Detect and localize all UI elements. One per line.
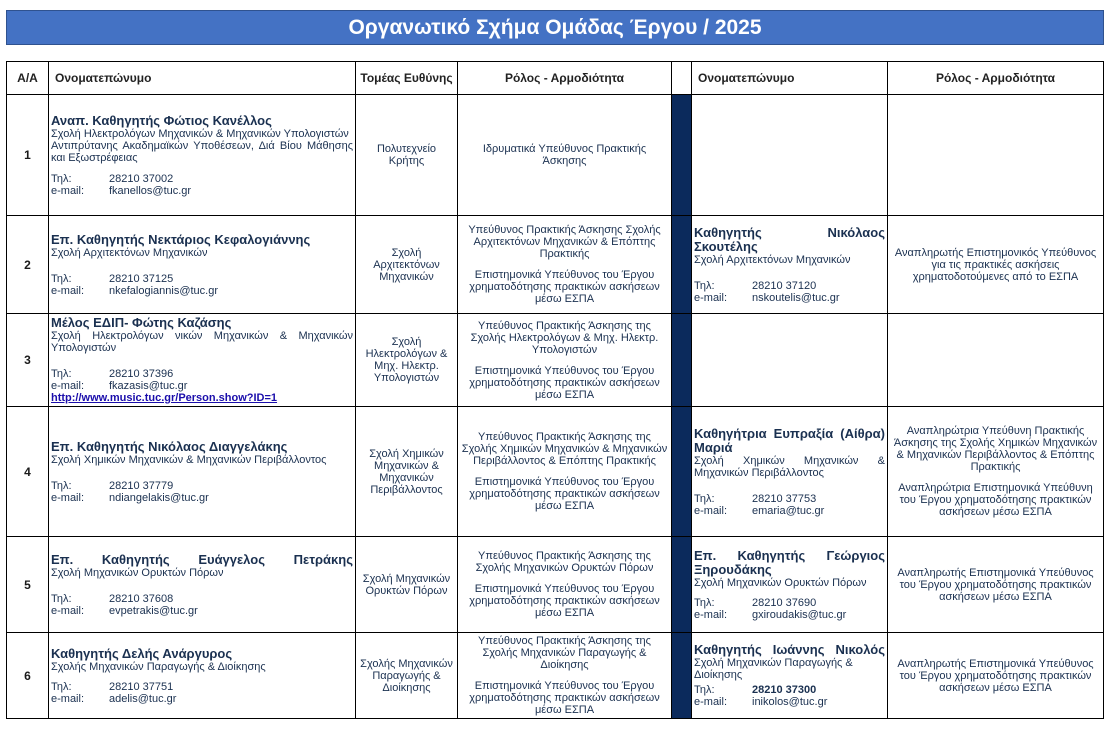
- tel-label: Τηλ:: [51, 680, 72, 693]
- row-number: 4: [7, 407, 49, 537]
- person-department: Σχολής Μηχανικών Παραγωγής & Διοίκησης: [51, 660, 266, 673]
- email-value: evpetrakis@tuc.gr: [109, 604, 198, 617]
- person2-name: Καθηγητής Ιωάννης Νικολός: [694, 642, 885, 657]
- role-text: Υπεύθυνος Πρακτικής Άσκησης της Σχολής Μηχανικών Παραγωγής & Διοίκησης: [478, 635, 651, 671]
- person-contact: [51, 173, 353, 197]
- email-label: e-mail:: [694, 696, 728, 708]
- person-cell: [49, 407, 356, 537]
- header-sector: Τομέας Ευθύνης: [356, 62, 458, 95]
- person2-name: Καθηγήτρια Ευπραξία (Αίθρα) Μαριά: [694, 425, 885, 455]
- divider-cell: [672, 216, 692, 314]
- email-label: e-mail:: [51, 692, 85, 705]
- person-department: Σχολή Χημικών Μηχανικών & Μηχανικών Περιβάλλοντος: [51, 453, 327, 466]
- person-cell: [49, 314, 356, 407]
- sector-cell: Σχολή Μηχανικών Ορυκτών Πόρων: [356, 537, 458, 633]
- role-text-secondary: Επιστημονικά Υπεύθυνος του Έργου χρηματοδότησης πρακτικών ασκήσεων μέσω ΕΣΠΑ: [469, 476, 660, 512]
- person-contact: [51, 368, 353, 392]
- person-contact: [51, 480, 353, 504]
- role2-cell: [888, 314, 1104, 407]
- header-role: Ρόλος - Αρμοδιότητα: [458, 62, 672, 95]
- tel-label: Τηλ:: [51, 368, 72, 380]
- person2-cell: [692, 537, 888, 633]
- role-text: Υπεύθυνος Πρακτικής Άσκησης Σχολής Αρχιτεκτόνων Μηχανικών & Επόπτης Πρακτικής: [468, 224, 661, 260]
- tel-value: 28210 37002: [109, 172, 174, 185]
- person-cell: [49, 216, 356, 314]
- role2-text: Αναπληρώτρια Υπεύθυνη Πρακτικής Άσκησης της Σχολής Χημικών Μηχανικών & Μηχανικών Περιβάλλοντος & Επόπτης Πρακτικής: [893, 425, 1098, 473]
- person-department: Σχολή Ηλεκτρολόγων Μηχανικών & Μηχανικών Υπολογιστών: [51, 127, 349, 140]
- header-row: [7, 62, 1104, 95]
- sector-cell: Σχολή Χημικών Μηχανικών & Μηχανικών Περιβάλλοντος: [356, 407, 458, 537]
- row-number: 2: [7, 216, 49, 314]
- tel-label: Τηλ:: [694, 492, 715, 505]
- role-cell: [458, 407, 672, 537]
- table-row: [7, 216, 1104, 314]
- person2-contact: [694, 280, 885, 304]
- role-cell: [458, 95, 672, 216]
- role-text-secondary: Επιστημονικά Υπεύθυνος του Έργου χρηματοδότησης πρακτικών ασκήσεων μέσω ΕΣΠΑ: [469, 680, 660, 716]
- person2-cell: [692, 633, 888, 719]
- profile-link[interactable]: http://www.music.tuc.gr/Person.show?ID=1: [51, 392, 278, 404]
- header-name-2: Ονοματεπώνυμο: [692, 62, 888, 95]
- table-row: [7, 633, 1104, 719]
- tel-value: 28210 37753: [752, 492, 817, 505]
- email-value: ndiangelakis@tuc.gr: [109, 491, 209, 504]
- header-aa: Α/Α: [7, 62, 49, 95]
- person-name: Επ. Καθηγητής Νικόλαος Διαγγελάκης: [51, 438, 288, 454]
- person2-cell: [692, 216, 888, 314]
- org-chart-table: [6, 61, 1104, 719]
- person2-name: Καθηγητής Νικόλαος Σκουτέλης: [694, 224, 885, 254]
- role2-cell: Αναπληρωτής Επιστημονικά Υπεύθυνος του Έργου χρηματοδότησης πρακτικών ασκήσεων μέσω ΕΣΠΑ: [888, 633, 1104, 719]
- role-cell: [458, 216, 672, 314]
- table-row: [7, 537, 1104, 633]
- email-label: e-mail:: [51, 184, 85, 197]
- tel-value: 28210 37690: [752, 596, 817, 609]
- tel-label: Τηλ:: [694, 596, 715, 609]
- tel-value: 28210 37396: [109, 368, 174, 380]
- table-row: [7, 407, 1104, 537]
- person2-department: Σχολή Μηχανικών Παραγωγής & Διοίκησης: [694, 657, 853, 681]
- role-text-secondary: Επιστημονικά Υπεύθυνος του Έργου χρηματοδότησης πρακτικών ασκήσεων μέσω ΕΣΠΑ: [469, 583, 660, 619]
- person-position: Αντιπρύτανης Ακαδημαϊκών Υποθέσεων, Διά Βίου Μάθησης και Εξωστρέφειας: [51, 139, 353, 164]
- tel-label: Τηλ:: [51, 479, 72, 492]
- tel-label: Τηλ:: [694, 684, 715, 696]
- table-row: [7, 95, 1104, 216]
- role2-cell: Αναπληρωτής Επιστημονικά Υπεύθυνος του Έργου χρηματοδότησης πρακτικών ασκήσεων μέσω ΕΣΠΑ: [888, 537, 1104, 633]
- divider-cell: [672, 314, 692, 407]
- person2-department: Σχολή Χημικών Μηχανικών & Μηχανικών Περιβάλλοντος: [694, 454, 885, 479]
- email-value: gxiroudakis@tuc.gr: [752, 608, 847, 621]
- person2-cell: [692, 314, 888, 407]
- role-cell: [458, 537, 672, 633]
- person2-contact: [694, 684, 885, 708]
- person-name: Επ. Καθηγητής Νεκτάριος Κεφαλογιάννης: [51, 231, 311, 247]
- person-cell: [49, 95, 356, 216]
- sector-cell: Σχολής Μηχανικών Παραγωγής & Διοίκησης: [356, 633, 458, 719]
- tel-value: 28210 37120: [752, 279, 817, 292]
- email-label: e-mail:: [51, 380, 85, 392]
- row-number: 1: [7, 95, 49, 216]
- row-number: 3: [7, 314, 49, 407]
- header-name: Ονοματεπώνυμο: [49, 62, 356, 95]
- person-contact: [51, 593, 353, 617]
- person2-contact: [694, 493, 885, 517]
- person-name: Μέλος ΕΔΙΠ- Φώτης Καζάσης: [51, 315, 232, 330]
- email-label: e-mail:: [51, 604, 85, 617]
- email-label: e-mail:: [51, 284, 85, 297]
- role-text: Ιδρυματικά Υπεύθυνος Πρακτικής Άσκησης: [482, 143, 647, 167]
- header-role-2: Ρόλος - Αρμοδιότητα: [888, 62, 1104, 95]
- page-title: Οργανωτικό Σχήμα Ομάδας Έργου / 2025: [6, 10, 1104, 45]
- role-text: Υπεύθυνος Πρακτικής Άσκησης της Σχολής Χημικών Μηχανικών & Μηχανικών Περιβάλλοντος & Επόπτης Πρακτικής: [461, 431, 668, 467]
- row-number: 6: [7, 633, 49, 719]
- role2-text-secondary: Αναπληρώτρια Επιστημονικά Υπεύθυνη του Έργου χρηματοδότησης πρακτικών ασκήσεων μέσω ΕΣΠΑ: [898, 482, 1093, 518]
- tel-value: 28210 37125: [109, 272, 174, 285]
- divider-cell: [672, 537, 692, 633]
- person-department: Σχολή Μηχανικών Ορυκτών Πόρων: [51, 566, 224, 579]
- sector-cell: Σχολή Αρχιτεκτόνων Μηχανικών: [356, 216, 458, 314]
- person-contact: [51, 681, 353, 705]
- divider-cell: [672, 633, 692, 719]
- person2-cell: [692, 95, 888, 216]
- tel-label: Τηλ:: [694, 279, 715, 292]
- person-contact: [51, 273, 353, 297]
- role-text-secondary: Επιστημονικά Υπεύθυνος του Έργου χρηματοδότησης πρακτικών ασκήσεων μέσω ΕΣΠΑ: [469, 269, 660, 305]
- email-value: nskoutelis@tuc.gr: [752, 291, 840, 304]
- email-value: fkanellos@tuc.gr: [109, 184, 192, 197]
- tel-label: Τηλ:: [51, 592, 72, 605]
- email-label: e-mail:: [51, 491, 85, 504]
- role-text: Υπεύθυνος Πρακτικής Άσκησης της Σχολής Ηλεκτρολόγων & Μηχ. Ηλεκτρ. Υπολογιστών: [470, 319, 659, 356]
- role-cell: [458, 314, 672, 407]
- tel-label: Τηλ:: [51, 272, 72, 285]
- sector-cell: Πολυτεχνείο Κρήτης: [356, 95, 458, 216]
- person2-department: Σχολή Μηχανικών Ορυκτών Πόρων: [694, 576, 867, 589]
- tel-value: 28210 37751: [109, 680, 174, 693]
- person-name: Επ. Καθηγητής Ευάγγελος Πετράκης: [51, 551, 353, 567]
- person2-department: Σχολή Αρχιτεκτόνων Μηχανικών: [694, 253, 851, 266]
- role-text-secondary: Επιστημονικά Υπεύθυνος του Έργου χρηματοδότησης πρακτικών ασκήσεων μέσω ΕΣΠΑ: [469, 364, 660, 401]
- header-divider: [672, 62, 692, 95]
- tel-value: 28210 37300: [752, 684, 817, 696]
- person2-contact: [694, 597, 885, 621]
- role-text: Υπεύθυνος Πρακτικής Άσκησης της Σχολής Μηχανικών Ορυκτών Πόρων: [475, 550, 654, 574]
- row-number: 5: [7, 537, 49, 633]
- role2-cell: [888, 95, 1104, 216]
- role2-cell: Αναπληρωτής Επιστημονικός Υπεύθυνος για τις πρακτικές ασκήσεις χρηματοδοτούμενες από το ΕΣΠΑ: [888, 216, 1104, 314]
- person2-cell: [692, 407, 888, 537]
- divider-cell: [672, 407, 692, 537]
- email-label: e-mail:: [694, 291, 728, 304]
- person-department: Σχολή Ηλεκτρολόγων νικών Μηχανικών & Μηχανικών Υπολογιστών: [51, 330, 353, 354]
- person-department: Σχολή Αρχιτεκτόνων Μηχανικών: [51, 246, 208, 259]
- person2-name: Επ. Καθηγητής Γεώργιος Ξηρουδάκης: [694, 547, 885, 577]
- email-label: e-mail:: [694, 504, 728, 517]
- person-name: Αναπ. Καθηγητής Φώτιος Κανέλλος: [51, 112, 272, 128]
- email-value: fkazasis@tuc.gr: [109, 380, 188, 392]
- person-cell: [49, 537, 356, 633]
- table-row: [7, 314, 1104, 407]
- email-label: e-mail:: [694, 608, 728, 621]
- divider-cell: [672, 95, 692, 216]
- person-name: Καθηγητής Δελής Ανάργυρος: [51, 645, 233, 661]
- role-cell: [458, 633, 672, 719]
- email-value: inikolos@tuc.gr: [752, 696, 828, 708]
- tel-value: 28210 37608: [109, 592, 174, 605]
- person-cell: [49, 633, 356, 719]
- email-value: adelis@tuc.gr: [109, 692, 177, 705]
- sector-cell: Σχολή Ηλεκτρολόγων & Μηχ. Ηλεκτρ. Υπολογιστών: [356, 314, 458, 407]
- tel-label: Τηλ:: [51, 172, 72, 185]
- email-value: nkefalogiannis@tuc.gr: [109, 284, 219, 297]
- tel-value: 28210 37779: [109, 479, 174, 492]
- role2-cell: [888, 407, 1104, 537]
- email-value: emaria@tuc.gr: [752, 504, 825, 517]
